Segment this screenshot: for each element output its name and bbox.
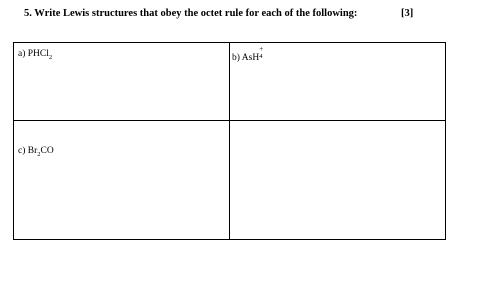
answer-grid: [13, 42, 446, 240]
cell-c-suffix: CO: [40, 146, 54, 156]
cell-c-formula: c) Br: [18, 146, 38, 156]
cell-c-subscript: 2: [37, 150, 41, 158]
question-text: 5. Write Lewis structures that obey the octet rule for each of the following:: [24, 8, 358, 19]
cell-a-formula: a) PHCl: [18, 49, 49, 59]
marks-label: [3]: [401, 8, 414, 19]
cell-b-subscript: 4: [259, 53, 263, 60]
cell-b-formula: b) AsH: [232, 53, 260, 63]
cell-a-subscript: 2: [48, 53, 53, 61]
cell-b-superscript: +: [259, 45, 264, 53]
answer-cell-d[interactable]: [230, 121, 445, 239]
answer-cell-b[interactable]: [230, 43, 445, 120]
answer-cell-c[interactable]: [14, 121, 229, 239]
answer-cell-a[interactable]: [14, 43, 229, 120]
